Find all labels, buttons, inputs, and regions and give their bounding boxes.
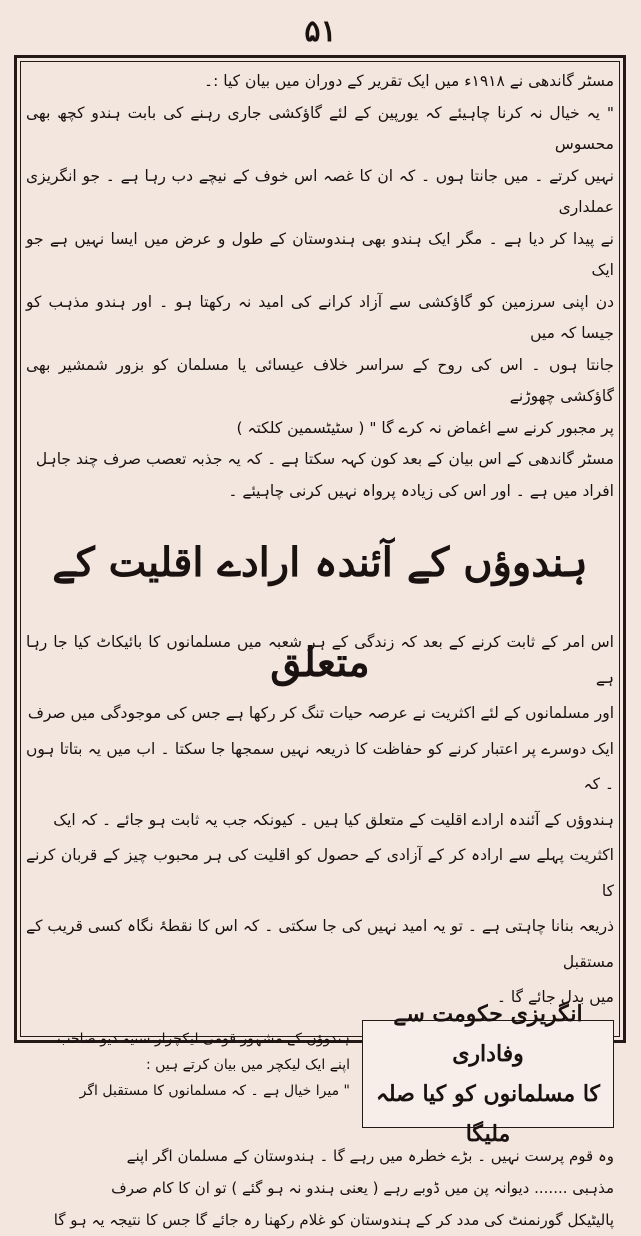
text-line: ہندوؤں کے آئندہ ارادے اقلیت کے متعلق کیا ہیں ۔ کیونکہ جب یہ ثابت ہو جائے ۔ کہ ایک [53,810,614,829]
text-line: اور مسلمانوں کے لئے اکثریت نے عرصہ حیات تنگ کر رکھا ہے جس کی موجودگی میں صرف [27,704,614,722]
text-line: دن اپنی سرزمین کو گاؤکشی سے آزاد کرانے کی امید نہ رکھتا ہو ۔ اور ہندو مذہب کو جیسا کہ میں [26,292,614,342]
text-line: میں بدل جائے گا ۔ [496,988,614,1006]
text-line: نہیں کرتے ۔ میں جانتا ہوں ۔ کہ ان کا غصہ اس خوف کے نیچے دب رہا ہے ۔ جو انگریزی عملداری [26,166,614,216]
subheading-box [362,1000,614,1147]
text-line: " یہ خیال نہ کرنا چاہیئے کہ یورپین کے لئے گاؤکشی جاری رہنے کی بابت ہندو کچھ بھی محسوس [26,103,614,153]
text-line: افراد میں ہے ۔ اور اس کی زیادہ پرواہ نہیں کرنی چاہیئے ۔ [228,481,614,500]
text-line: ذریعہ بنانا چاہتی ہے ۔ تو یہ امید نہیں کی جا سکتی ۔ کہ اس کا نقطۂ نگاہ کسی قریب کے مستقبل [26,917,614,971]
gandhi-quote-paragraph [26,66,614,507]
text-line: وہ قوم پرست نہیں ۔ بڑے خطرہ میں رہے گا ۔ ہندوستان کے مسلمان اگر اپنے [126,1146,614,1165]
text-line: نے پیدا کر دیا ہے ۔ مگر ایک ہندو بھی ہندوستان کے طول و عرض میں ایسا نہیں ہے جو ایک [26,229,614,279]
box-line: کا مسلمانوں کو کیا صلہ ملیگا [375,1080,601,1147]
text-line: ایک دوسرے پر اعتبار کرنے کو حفاظت کا ذریعہ نہیں سمجھا جا سکتا ۔ اب میں یہ بتاتا ہوں ۔ کہ [26,739,614,793]
lower-section [26,1000,614,1170]
text-line: ہندوؤں کے مشہور قومی لیکچرار سنیہ دیو صاحب [57,1030,350,1047]
text-line: اپنے ایک لیکچر میں بیان کرتے ہیں : [145,1056,350,1073]
section-heading: ہندوؤں کے آئندہ ارادے اقلیت کے متعلق [52,539,588,686]
text-line: پر مجبور کرنے سے اغماض نہ کرے گا " ( سٹیٹسمین کلکتہ ) [236,418,614,437]
text-line: اکثریت پہلے سے ارادہ کر کے آزادی کے حصول کو اقلیت کی ہر محبوب چیز کے قربان کرنے کا [26,846,614,900]
page-number: ۵۱ [304,14,337,49]
box-line: انگریزی حکومت سے وفاداری [393,1000,583,1067]
side-paragraph [26,1026,350,1104]
text-line: اس امر کے ثابت کرنے کے بعد کہ زندگی کے ہر شعبہ میں مسلمانوں کا بائیکاٹ کیا جا رہا ہے [26,633,614,687]
text-line: مذہبی ....... دیوانہ پن میں ڈوبے رہے ( یعنی ہندو نہ ہو گئے ) تو ان کا کام صرف [111,1178,614,1197]
text-line: جانتا ہوں ۔ اس کی روح کے سراسر خلاف عیسائی یا مسلمان کو بزور شمشیر بھی گاؤکشی چھوڑنے [26,355,614,405]
text-line: مسٹر گاندھی کے اس بیان کے بعد کون کہہ سکتا ہے ۔ کہ یہ جذبہ تعصب صرف چند جاہل [35,450,614,468]
text-line: مسٹر گاندھی نے ۱۹۱۸ء میں ایک تقریر کے دوران میں بیان کیا :۔ [204,72,614,90]
text-line: " میرا خیال ہے ۔ کہ مسلمانوں کا مستقبل اگر [79,1082,350,1099]
page-content [26,66,614,1229]
text-line: پالیٹیکل گورنمنٹ کی مدد کر کے ہندوستان کو غلام رکھنا رہ جائے گا جس کا نتیجہ یہ ہو گا [53,1210,614,1229]
